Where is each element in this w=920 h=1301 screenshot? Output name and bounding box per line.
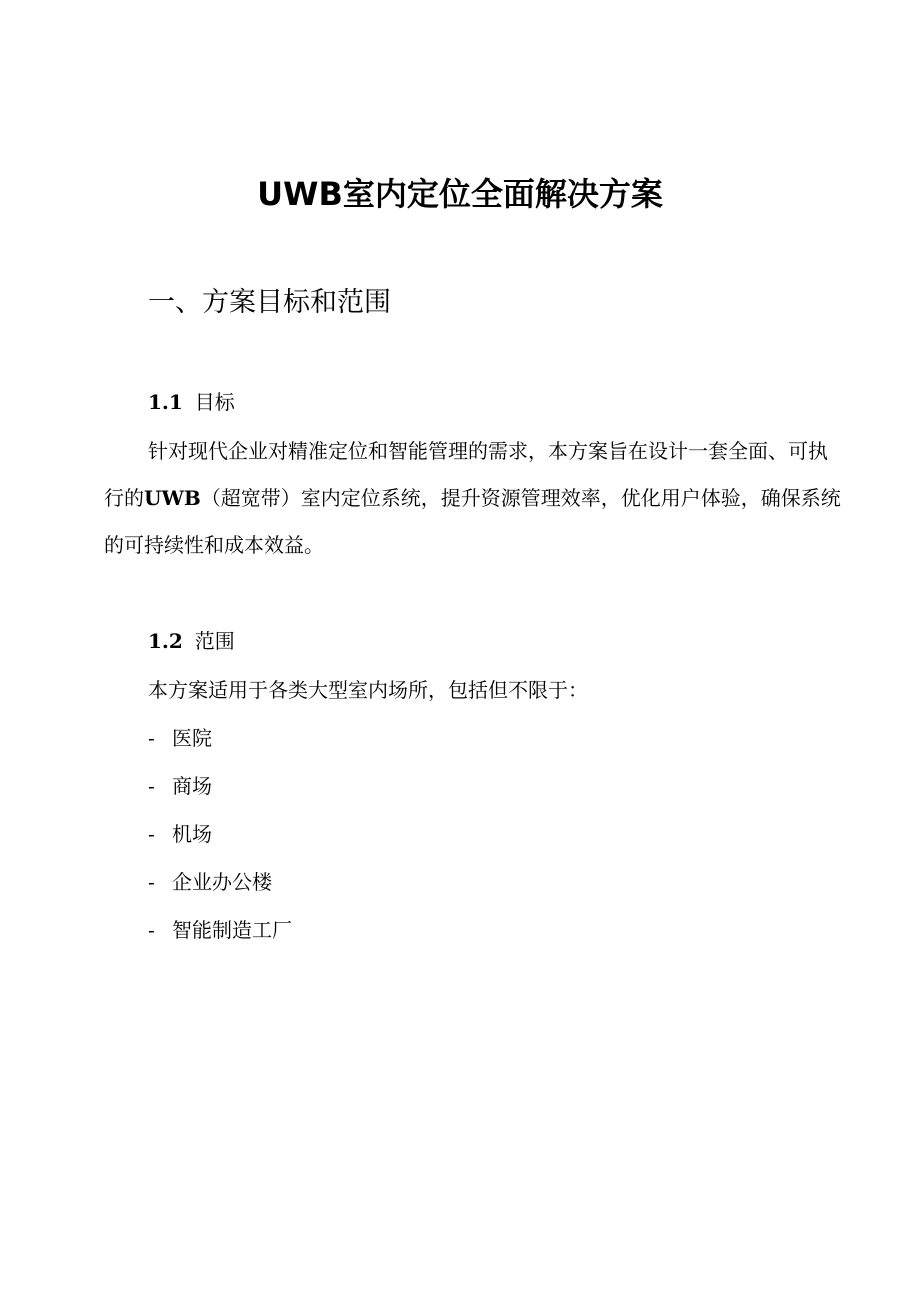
list-item-text: 机场 bbox=[172, 822, 212, 846]
list-dash: - bbox=[148, 774, 155, 798]
list-item bbox=[148, 914, 292, 962]
list-item bbox=[148, 770, 292, 818]
list-dash: - bbox=[148, 726, 155, 750]
scope-intro: 本方案适用于各类大型室内场所，包括但不限于： bbox=[148, 678, 588, 702]
list-dash: - bbox=[148, 918, 155, 942]
list-item-text: 智能制造工厂 bbox=[172, 918, 292, 942]
subsection-label: 范围 bbox=[194, 629, 235, 653]
goal-paragraph bbox=[104, 428, 844, 569]
list-dash: - bbox=[148, 870, 155, 894]
subsection-heading-scope bbox=[148, 625, 235, 657]
goal-text-part1: 针对现代企业对精准定位和智能管理的需求，本方案旨在设计一套全面、可执行的 bbox=[104, 439, 828, 510]
subsection-label: 目标 bbox=[194, 390, 235, 414]
list-item bbox=[148, 866, 292, 914]
list-item bbox=[148, 722, 292, 770]
subsection-heading-goal bbox=[148, 386, 235, 418]
list-dash: - bbox=[148, 822, 155, 846]
list-item bbox=[148, 818, 292, 866]
list-item-text: 医院 bbox=[172, 726, 212, 750]
goal-text-uwb: UWB bbox=[144, 486, 201, 510]
list-item-text: 商场 bbox=[172, 774, 212, 798]
subsection-number: 1.1 bbox=[148, 390, 183, 414]
document-title: UWB室内定位全面解决方案 bbox=[257, 175, 663, 213]
section-heading: 一、方案目标和范围 bbox=[148, 287, 391, 318]
scope-list bbox=[148, 722, 292, 962]
goal-text-part2: （超宽带）室内定位系统，提升资源管理效率，优化用户体验，确保系统的可持续性和成本效益。 bbox=[104, 486, 841, 557]
list-item-text: 企业办公楼 bbox=[172, 870, 272, 894]
subsection-number: 1.2 bbox=[148, 629, 183, 653]
